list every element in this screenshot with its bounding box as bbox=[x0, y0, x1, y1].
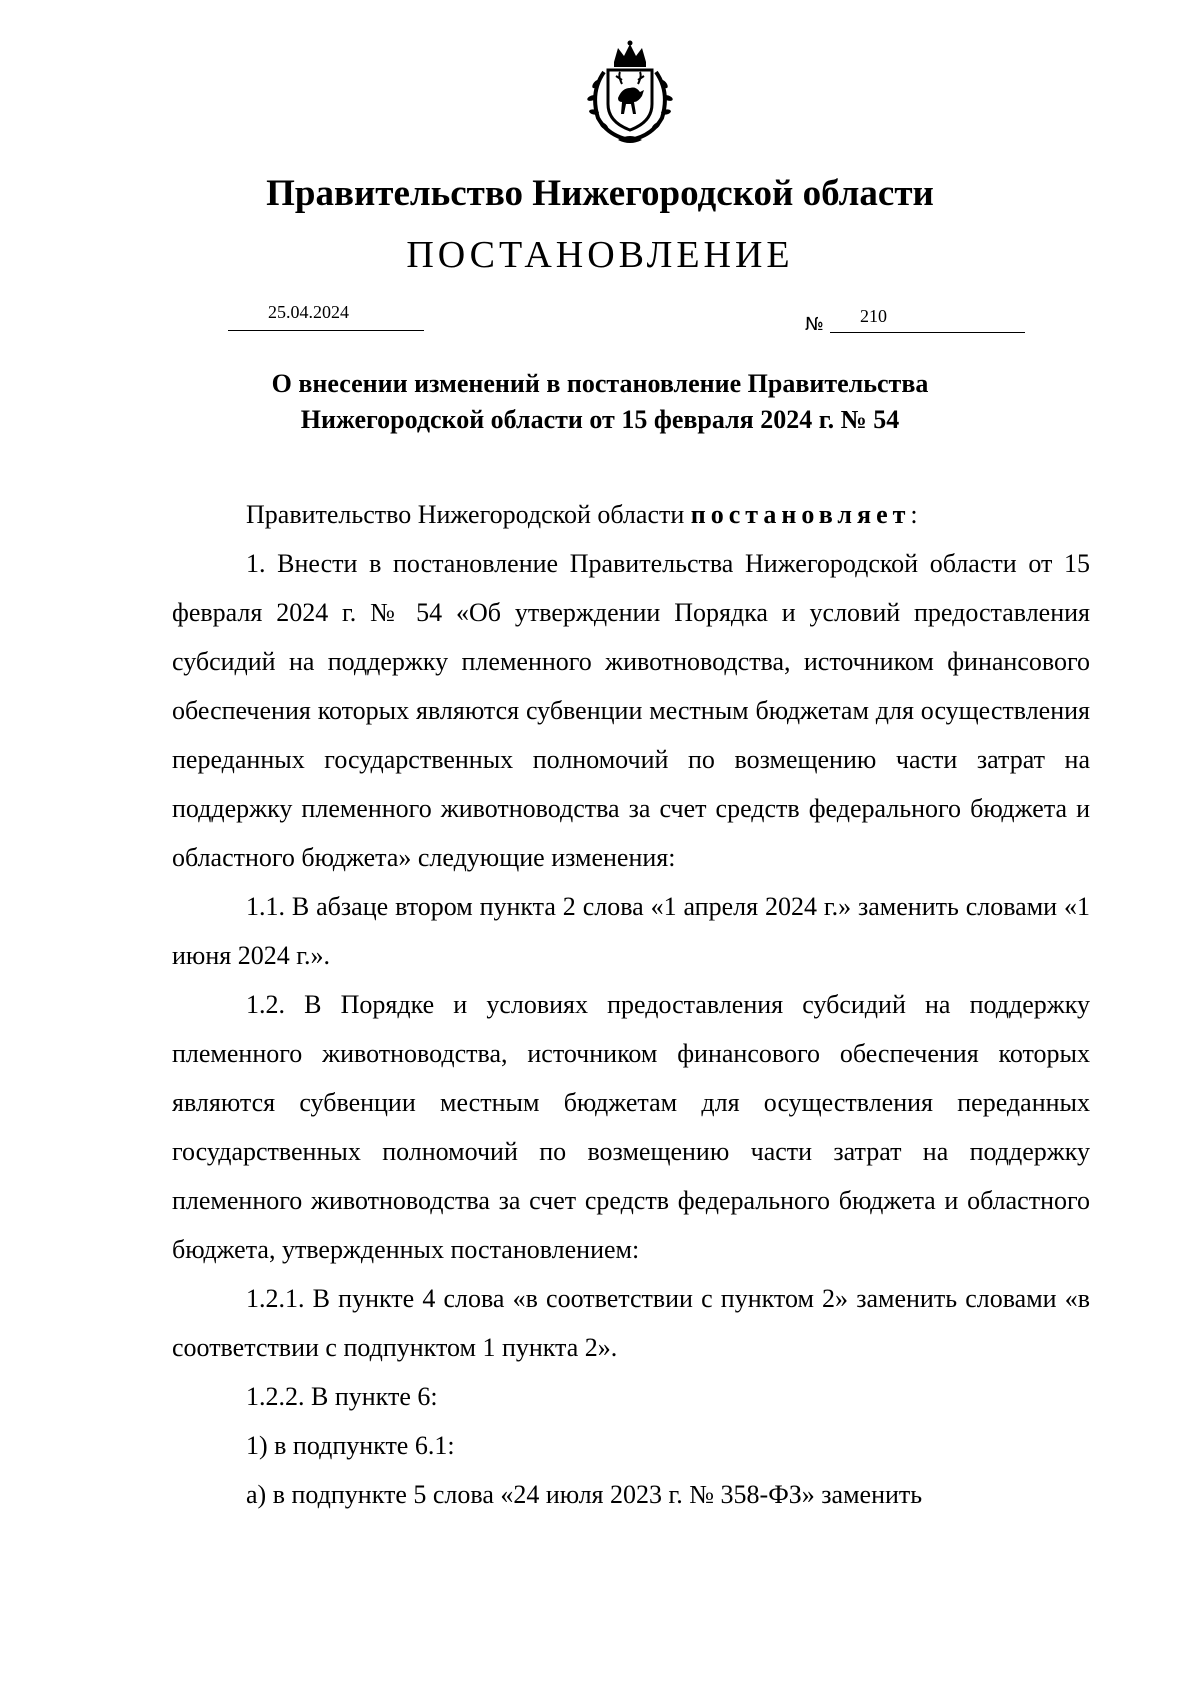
coat-of-arms-emblem bbox=[578, 40, 682, 146]
document-number: 210 bbox=[860, 306, 887, 326]
document-subject bbox=[120, 366, 1080, 438]
subparagraph-a: а) в подпункте 5 слова «24 июля 2023 г. № 358-ФЗ» заменить bbox=[246, 1480, 923, 1509]
intro-suffix: : bbox=[910, 500, 918, 529]
intro-verb: постановляет bbox=[690, 500, 911, 529]
intro-paragraph bbox=[172, 490, 1090, 539]
paragraph-1-1: 1.1. В абзаце втором пункта 2 слова «1 апреля 2024 г.» заменить словами «1 июня 2024 г.». bbox=[172, 892, 1090, 970]
paragraph-1-2: 1.2. В Порядке и условиях предоставления субсидий на поддержку племенного животноводства, источником финансового обеспечения которых являются субвенции местным бюджетам для осуществления переданных государственных полномочий по возмещению части затрат на поддержку племенного животноводства за счет средств федерального бюджета и областного бюджета, утвержденных постановлением: bbox=[172, 990, 1090, 1264]
number-field bbox=[830, 306, 1025, 333]
document-type: ПОСТАНОВЛЕНИЕ bbox=[406, 234, 794, 276]
organization-name: Правительство Нижегородской области bbox=[266, 173, 934, 214]
document-body bbox=[172, 490, 1090, 1519]
intro-prefix: Правительство Нижегородской области bbox=[246, 500, 691, 529]
number-label: № bbox=[805, 314, 824, 335]
paragraph-1-2-1: 1.2.1. В пункте 4 слова «в соответствии с пунктом 2» заменить словами «в соответствии с подпунктом 1 пункта 2». bbox=[172, 1284, 1090, 1362]
subparagraph-1: 1) в подпункте 6.1: bbox=[246, 1431, 455, 1460]
document-date: 25.04.2024 bbox=[268, 302, 349, 322]
subject-line-1: О внесении изменений в постановление Правительства bbox=[271, 369, 929, 398]
date-field bbox=[228, 300, 424, 331]
paragraph-1-2-2: 1.2.2. В пункте 6: bbox=[246, 1382, 438, 1411]
paragraph-1: 1. Внести в постановление Правительства Нижегородской области от 15 февраля 2024 г. № 54 «Об утверждении Порядка и условий предоставления субсидий на поддержку племенного животноводства, источником финансового обеспечения которых являются субвенции местным бюджетам для осуществления переданных государственных полномочий по возмещению части затрат на поддержку племенного животноводства за счет средств федерального бюджета и областного бюджета» следующие изменения: bbox=[172, 549, 1090, 872]
subject-line-2: Нижегородской области от 15 февраля 2024 г. № 54 bbox=[300, 405, 900, 434]
